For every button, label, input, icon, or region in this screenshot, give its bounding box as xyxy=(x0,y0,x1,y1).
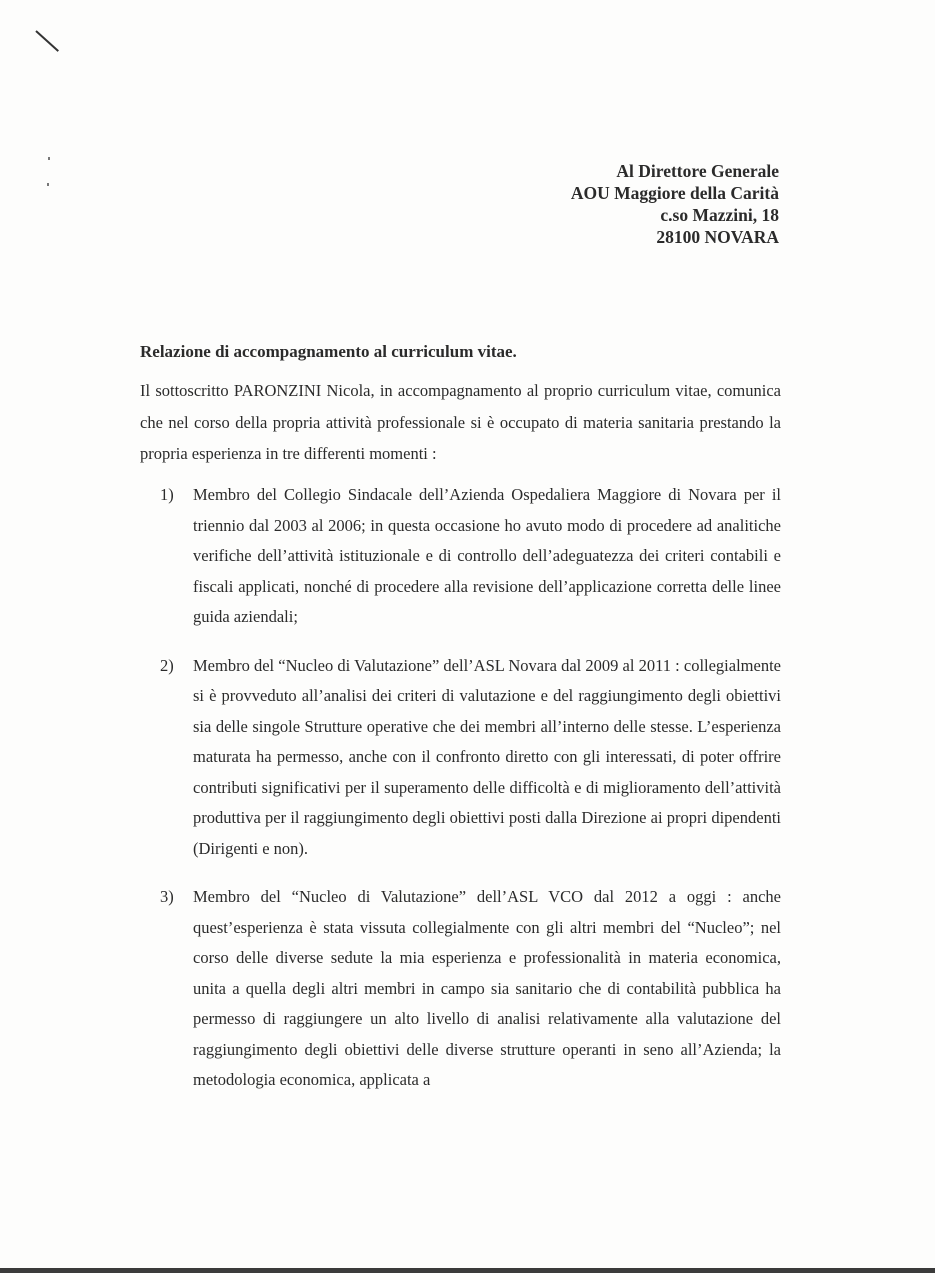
scan-bottom-edge xyxy=(0,1268,935,1273)
list-item xyxy=(140,480,781,633)
list-item xyxy=(140,651,781,865)
experience-list xyxy=(140,480,781,1114)
recipient-address xyxy=(571,160,779,248)
item-number: 1) xyxy=(160,485,174,504)
scan-mark xyxy=(35,30,59,52)
intro-paragraph: Il sottoscritto PARONZINI Nicola, in accompagnamento al proprio curriculum vitae, comunica che nel corso della propria attività professionale si è occupato di materia sanitaria prestando la propria esperienza in tre differenti momenti : xyxy=(140,381,781,463)
recipient-line: Al Direttore Generale xyxy=(616,161,779,181)
scan-speck xyxy=(48,157,50,160)
item-number: 2) xyxy=(160,655,174,675)
item-text: Membro del Collegio Sindacale dell’Azienda Ospedaliera Maggiore di Novara per il triennio dal 2003 al 2006; in questa occasione ho avuto modo di procedere ad analitiche verifiche dell’attività istituzionale e di controllo dell’adeguatezza dei criteri contabili e fiscali applicati, nonché di procedere alla revisione dell’applicazione corretta delle linee guida aziendali; xyxy=(193,485,781,626)
recipient-line: c.so Mazzini, 18 xyxy=(660,205,779,225)
item-text: Membro del “Nucleo di Valutazione” dell’ASL VCO dal 2012 a oggi : anche quest’esperienza è stata vissuta collegialmente con gli altri membri del “Nucleo”; nel corso delle diverse sedute la mia esperienza e professionalità in materia economica, unita a quella degli altri membri in campo sia sanitario che di contabilità pubblica ha permesso di raggiungere un alto livello di analisi relativamente alla valutazione del raggiungimento degli obiettivi delle diverse strutture operanti in seno all’Azienda; la metodologia economica, applicata a xyxy=(193,887,781,1089)
list-item xyxy=(140,882,781,1096)
recipient-line: AOU Maggiore della Carità xyxy=(570,183,779,203)
scan-speck xyxy=(47,183,49,186)
item-text: Membro del “Nucleo di Valutazione” dell’ASL Novara dal 2009 al 2011 : collegialmente si è provveduto all’analisi dei criteri di valutazione e del raggiungimento degli obiettivi sia delle singole Strutture operative che dei membri all’interno delle stesse. L’esperienza maturata ha permesso, anche con il confronto diretto con gli interessati, di poter offrire contributi significativi per il superamento delle difficoltà e di miglioramento dell’attività produttiva per il raggiungimento degli obiettivi posti dalla Direzione ai propri dipendenti (Dirigenti e non). xyxy=(193,655,781,858)
recipient-line: 28100 NOVARA xyxy=(656,227,779,247)
item-number: 3) xyxy=(160,887,174,906)
letter-subject: Relazione di accompagnamento al curriculum vitae. xyxy=(140,342,517,361)
